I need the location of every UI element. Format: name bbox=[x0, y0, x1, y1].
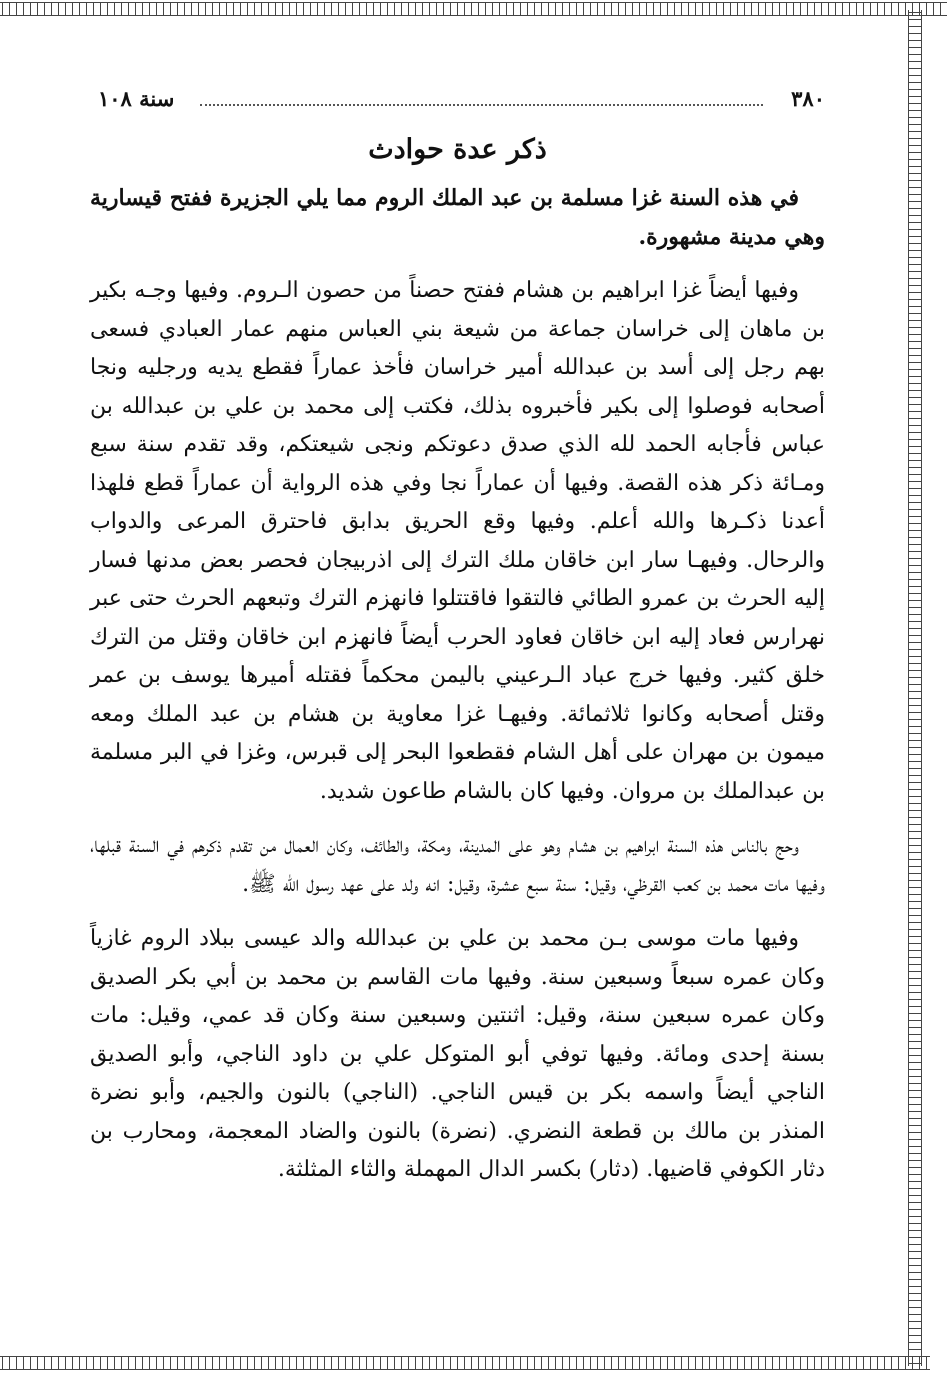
header-dotted-leader bbox=[200, 104, 763, 106]
decorative-border-bottom bbox=[0, 1356, 930, 1370]
decorative-border-top bbox=[0, 2, 947, 16]
paragraph-2: وفيها أيضاً غزا ابراهيم بن هشام ففتح حصناً من حصون الـروم. وفيها وجـه بكير بن ماهان إلى خراسان جماعة من شيعة بني العباس منهم عمار العبادي فسعى بهم رجل إلى أسد بن عبدالله أمير خراسان فأخذ عماراً فقطع يديه ورجليه ونجا أصحابه فوصلوا إلى بكير فأخبروه بذلك، فكتب إلى محمد بن علي بن عبدالله بن عباس فأجابه الحمد لله الذي صدق دعوتكم ونجى شيعتكم، وقد تقدم سنة سبع ومـائة ذكر هذه القصة. وفيها أن عماراً نجا وفي هذه الرواية أن عماراً قطع فلهذا أعدنا ذكـرها والله أعلم. وفيها وقع الحريق بدابق فاحترق المرعى والدواب والرحال. وفيهـا سار ابن خاقان ملك الترك إلى اذربيجان فحصر بعض مدنها فسار إليه الحرث بن عمرو الطائي فالتقوا فاقتتلوا فانهزم الترك وتبعهم الحرث حتى عبر نهرارس فعاد إليه ابن خاقان فعاود الحرب أيضاً فانهزم ابن خاقان وقتل من الترك خلق كثير. وفيها خرج عباد الـرعيني باليمن محكماً فقتله أميرها يوسف بن عمر وقتل أصحابه وكانوا ثلاثمائة. وفيهـا غزا معاوية بن هشام بن عبد الملك ومعه ميمون بن مهران على أهل الشام فقطعوا البحر إلى قبرس، وغزا في البر مسلمة بن عبدالملك بن مروان. وفيها كان بالشام طاعون شديد. bbox=[90, 278, 825, 804]
paragraph-3: وحج بالناس هذه السنة ابراهيم بن هشام وهو على المدينة، ومكة، والطائف، وكان العمال من تقدم ذكرهم في السنة قبلها، وفيها مات محمد بن كعب القرظي، وقيل: سنة سبع عشرة، وقيل: انه ولد على عهد رسول الله ﷺ. bbox=[90, 833, 825, 897]
book-page bbox=[90, 80, 825, 1190]
year-label: سنة ١٠٨ bbox=[98, 86, 175, 111]
paragraph-1: في هذه السنة غزا مسلمة بن عبد الملك الروم مما يلي الجزيرة ففتح قيسارية وهي مدينة مشهورة. bbox=[90, 185, 825, 250]
section-title: ذكر عدة حوادث bbox=[368, 134, 547, 165]
page-number: ٣٨٠ bbox=[791, 86, 825, 111]
decorative-border-right bbox=[908, 10, 922, 1366]
paragraph-4: وفيها مات موسى بـن محمد بن علي بن عبدالله والد عيسى ببلاد الروم غازياً وكان عمره سبعاً وسبعين سنة. وفيها مات القاسم بن محمد بن أبي بكر الصديق وكان عمره سبعين سنة، وقيل: اثنتين وسبعين سنة وكان قد عمي، وقيل: مات بسنة إحدى ومائة. وفيها توفي أبو المتوكل علي بن داود الناجي، وأبو الصديق الناجي أيضاً واسمه بكر بن قيس الناجي. (الناجي) بالنون والجيم، وأبو نضرة المنذر بن مالك بن قطعة النضري. (نضرة) بالنون والضاد المعجمة، ومحارب بن دثار الكوفي قاضيها. (دثار) بكسر الدال المهملة والثاء المثلثة. bbox=[90, 926, 825, 1182]
running-header bbox=[90, 80, 825, 114]
